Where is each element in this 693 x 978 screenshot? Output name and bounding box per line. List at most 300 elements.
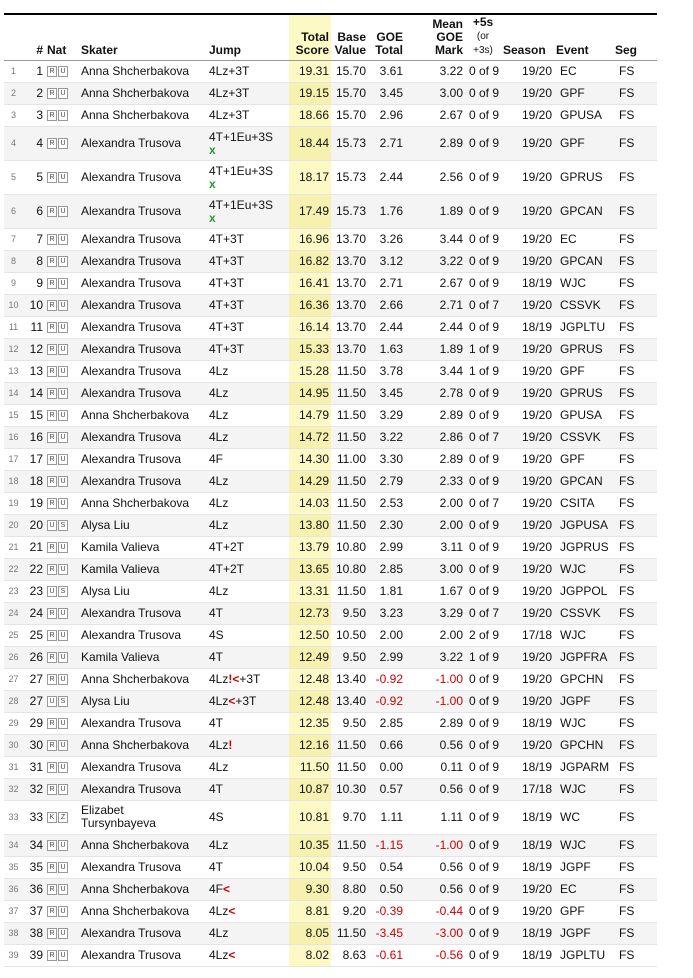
- nationality-flag: [45, 294, 79, 316]
- flag-letter: S: [58, 586, 68, 597]
- jump-code: [209, 861, 287, 874]
- jump-code: [209, 131, 287, 144]
- row-number-header: [4, 15, 23, 60]
- jump-code: [209, 739, 287, 752]
- event-cell: CSSVK: [554, 294, 613, 316]
- goe-total-cell: 3.30: [368, 448, 405, 470]
- goe-total-cell: 3.45: [368, 82, 405, 104]
- season-cell: 19/20: [501, 470, 554, 492]
- row-index: 24: [4, 602, 23, 624]
- mean-goe-cell: 3.22: [405, 60, 465, 82]
- jump-code-text: 4Lz: [209, 495, 229, 510]
- skater-name[interactable]: Alexandra Trusova: [79, 382, 207, 404]
- flag-icon: [47, 904, 69, 918]
- row-index: 31: [4, 756, 23, 778]
- mean-goe-header-line1: Mean: [432, 16, 463, 31]
- skater-name[interactable]: Alexandra Trusova: [79, 470, 207, 492]
- plus5-cell: 0 of 9: [465, 834, 501, 856]
- flag-icon: [47, 672, 69, 686]
- skater-name[interactable]: Alexandra Trusova: [79, 272, 207, 294]
- plus5-header-line1: +5s: [472, 14, 494, 29]
- total-score-cell: 19.31: [289, 60, 331, 82]
- skater-name[interactable]: Alexandra Trusova: [79, 778, 207, 800]
- rank-cell: 24: [23, 602, 45, 624]
- table-row: [4, 250, 657, 272]
- table-row: [4, 272, 657, 294]
- flag-letter: U: [58, 344, 68, 355]
- event-cell: GPF: [554, 82, 613, 104]
- num-header[interactable]: #: [23, 15, 45, 60]
- event-cell: WJC: [554, 272, 613, 294]
- event-cell: GPRUS: [554, 382, 613, 404]
- skater-name[interactable]: Alexandra Trusova: [79, 228, 207, 250]
- jump-cell: [207, 944, 289, 966]
- event-cell: JGPFRA: [554, 646, 613, 668]
- flag-letter: U: [58, 172, 68, 183]
- table-row: [4, 338, 657, 360]
- row-index: 33: [4, 800, 23, 834]
- jump-code: [209, 87, 287, 100]
- total-score-cell: 8.81: [289, 900, 331, 922]
- event-cell: WJC: [554, 558, 613, 580]
- flag-letter: R: [47, 630, 57, 641]
- skater-name[interactable]: Kamila Valieva: [79, 646, 207, 668]
- base-value-cell: 13.70: [331, 250, 368, 272]
- skater-name[interactable]: Alexandra Trusova: [79, 712, 207, 734]
- row-index: 1: [4, 60, 23, 82]
- rank-cell: 5: [23, 160, 45, 194]
- flag-icon: [47, 738, 69, 752]
- skater-name[interactable]: Alexandra Trusova: [79, 294, 207, 316]
- row-index: 25: [4, 624, 23, 646]
- goe-total-header[interactable]: [368, 15, 405, 60]
- skater-name[interactable]: Anna Shcherbakova: [79, 60, 207, 82]
- skater-name[interactable]: Alexandra Trusova: [79, 338, 207, 360]
- jump-cell: [207, 734, 289, 756]
- jump-code-text: 4T: [209, 605, 224, 620]
- rank-cell: 9: [23, 272, 45, 294]
- skater-name[interactable]: Alexandra Trusova: [79, 316, 207, 338]
- flag-letter: U: [58, 784, 68, 795]
- segment-cell: FS: [613, 492, 657, 514]
- season-header[interactable]: Season: [501, 15, 554, 60]
- base-value-cell: 15.73: [331, 194, 368, 228]
- goe-total-cell: 3.61: [368, 60, 405, 82]
- row-index: 19: [4, 492, 23, 514]
- jump-code: [209, 255, 287, 268]
- nationality-flag: [45, 690, 79, 712]
- jump-code-text: 4T+3T: [209, 275, 245, 290]
- flag-letter: R: [47, 172, 57, 183]
- table-row: [4, 228, 657, 250]
- jump-code: [209, 199, 287, 212]
- goe-total-cell: 2.00: [368, 624, 405, 646]
- jump-code: [209, 65, 287, 78]
- jump-code-text: 4T+1Eu+3S: [209, 197, 274, 212]
- jump-cell: [207, 492, 289, 514]
- skater-name[interactable]: Anna Shcherbakova: [79, 404, 207, 426]
- total-score-cell: 10.81: [289, 800, 331, 834]
- nationality-flag: [45, 426, 79, 448]
- plus5-cell: 0 of 9: [465, 536, 501, 558]
- total-score-cell: 13.80: [289, 514, 331, 536]
- total-score-cell: 12.48: [289, 668, 331, 690]
- skater-name[interactable]: Alexandra Trusova: [79, 360, 207, 382]
- event-cell: CSSVK: [554, 602, 613, 624]
- total-score-cell: 12.35: [289, 712, 331, 734]
- jump-code: [209, 165, 287, 178]
- goe-total-cell: 2.96: [368, 104, 405, 126]
- total-score-cell: 13.31: [289, 580, 331, 602]
- goe-total-cell: 2.71: [368, 272, 405, 294]
- jump-header[interactable]: Jump: [207, 15, 289, 60]
- season-cell: 19/20: [501, 82, 554, 104]
- goe-total-cell: -3.45: [368, 922, 405, 944]
- rank-cell: 31: [23, 756, 45, 778]
- jump-code-text: 4Lz+3T: [209, 85, 250, 100]
- jump-code: [209, 927, 287, 940]
- flag-icon: [47, 320, 69, 334]
- plus5-cell: 0 of 9: [465, 514, 501, 536]
- jump-call-mark: <: [228, 903, 236, 918]
- jump-cell: [207, 316, 289, 338]
- table-row: [4, 194, 657, 228]
- flag-icon: [47, 716, 69, 730]
- skater-name[interactable]: Alysa Liu: [79, 514, 207, 536]
- jump-cell: [207, 856, 289, 878]
- skater-name[interactable]: Anna Shcherbakova: [79, 734, 207, 756]
- total-score-cell: 16.14: [289, 316, 331, 338]
- goe-total-cell: 1.63: [368, 338, 405, 360]
- flag-letter: R: [47, 950, 57, 961]
- rank-cell: 4: [23, 126, 45, 160]
- nationality-flag: [45, 558, 79, 580]
- flag-letter: U: [58, 652, 68, 663]
- plus5-cell: 0 of 9: [465, 944, 501, 966]
- skater-name[interactable]: Alexandra Trusova: [79, 160, 207, 194]
- jump-code-text: 4T+2T: [209, 561, 245, 576]
- skater-name[interactable]: Alexandra Trusova: [79, 250, 207, 272]
- goe-total-cell: 1.11: [368, 800, 405, 834]
- jump-code-text: 4T+3T: [209, 231, 245, 246]
- table-row: [4, 160, 657, 194]
- row-index: 5: [4, 160, 23, 194]
- skater-name[interactable]: Alexandra Trusova: [79, 602, 207, 624]
- rank-cell: 13: [23, 360, 45, 382]
- skater-name[interactable]: Alexandra Trusova: [79, 426, 207, 448]
- flag-letter: S: [58, 520, 68, 531]
- row-index: 28: [4, 690, 23, 712]
- skater-name[interactable]: Anna Shcherbakova: [79, 492, 207, 514]
- skater-name[interactable]: Anna Shcherbakova: [79, 900, 207, 922]
- segment-cell: FS: [613, 104, 657, 126]
- table-row: [4, 104, 657, 126]
- season-cell: 19/20: [501, 126, 554, 160]
- base-value-cell: 11.00: [331, 448, 368, 470]
- jump-cell: [207, 536, 289, 558]
- mean-goe-cell: 2.67: [405, 104, 465, 126]
- row-index: 29: [4, 712, 23, 734]
- row-index: 11: [4, 316, 23, 338]
- jump-code-text: 4T: [209, 859, 224, 874]
- flag-icon: [47, 64, 69, 78]
- event-cell: GPF: [554, 900, 613, 922]
- skater-header[interactable]: Skater: [79, 15, 207, 60]
- event-cell: JGPARM: [554, 756, 613, 778]
- plus5-cell: 0 of 9: [465, 856, 501, 878]
- table-row: [4, 580, 657, 602]
- plus5-cell: 0 of 9: [465, 712, 501, 734]
- plus5-cell: 0 of 9: [465, 250, 501, 272]
- total-score-header[interactable]: [289, 15, 331, 60]
- flag-letter: U: [58, 88, 68, 99]
- flag-icon: [47, 342, 69, 356]
- base-value-cell: 11.50: [331, 470, 368, 492]
- base-value-header[interactable]: [331, 15, 368, 60]
- jump-code: [209, 277, 287, 290]
- jump-code-text: 4Lz: [209, 517, 229, 532]
- bonus-x-marker: x: [209, 142, 216, 157]
- jump-code-text: 4Lz+3T: [209, 107, 250, 122]
- flag-icon: [47, 136, 69, 150]
- table-row: [4, 602, 657, 624]
- segment-cell: FS: [613, 558, 657, 580]
- plus5-cell: 0 of 9: [465, 382, 501, 404]
- table-row: [4, 778, 657, 800]
- jump-cell: [207, 126, 289, 160]
- flag-letter: R: [47, 432, 57, 443]
- segment-cell: FS: [613, 646, 657, 668]
- segment-cell: FS: [613, 602, 657, 624]
- nationality-flag: [45, 536, 79, 558]
- jump-code-text: 4Lz: [209, 903, 229, 918]
- rank-cell: 15: [23, 404, 45, 426]
- table-row: [4, 800, 657, 834]
- goe-total-cell: 3.26: [368, 228, 405, 250]
- jump-code: [209, 541, 287, 554]
- base-value-header-line1: Base: [337, 29, 366, 44]
- flag-letter: U: [58, 884, 68, 895]
- rank-cell: 7: [23, 228, 45, 250]
- skater-name[interactable]: Alexandra Trusova: [79, 856, 207, 878]
- total-score-cell: 12.16: [289, 734, 331, 756]
- skater-name[interactable]: Anna Shcherbakova: [79, 878, 207, 900]
- season-cell: 18/19: [501, 944, 554, 966]
- row-index: 20: [4, 514, 23, 536]
- total-score-cell: 15.28: [289, 360, 331, 382]
- total-score-cell: 16.41: [289, 272, 331, 294]
- skater-name[interactable]: Kamila Valieva: [79, 558, 207, 580]
- rank-cell: 25: [23, 624, 45, 646]
- plus5-cell: 0 of 9: [465, 878, 501, 900]
- segment-cell: FS: [613, 514, 657, 536]
- flag-letter: U: [58, 608, 68, 619]
- flag-icon: [47, 474, 69, 488]
- goe-total-cell: 2.44: [368, 316, 405, 338]
- plus5-cell: 2 of 9: [465, 624, 501, 646]
- base-value-cell: 9.70: [331, 800, 368, 834]
- skater-name[interactable]: Alysa Liu: [79, 690, 207, 712]
- goe-total-cell: -1.15: [368, 834, 405, 856]
- skater-name[interactable]: Anna Shcherbakova: [79, 834, 207, 856]
- flag-letter: U: [47, 696, 57, 707]
- jump-cell: [207, 272, 289, 294]
- total-score-cell: 18.17: [289, 160, 331, 194]
- skater-name[interactable]: Anna Shcherbakova: [79, 104, 207, 126]
- plus5-cell: 0 of 9: [465, 228, 501, 250]
- jump-code: [209, 453, 287, 466]
- season-cell: 19/20: [501, 360, 554, 382]
- plus5-cell: 0 of 9: [465, 900, 501, 922]
- row-index: 38: [4, 922, 23, 944]
- plus5-cell: 0 of 9: [465, 756, 501, 778]
- flag-letter: R: [47, 88, 57, 99]
- nationality-flag: [45, 856, 79, 878]
- total-score-cell: 14.03: [289, 492, 331, 514]
- event-cell: EC: [554, 60, 613, 82]
- flag-letter: U: [47, 520, 57, 531]
- rank-cell: 38: [23, 922, 45, 944]
- table-row: [4, 834, 657, 856]
- base-value-cell: 9.20: [331, 900, 368, 922]
- jump-code-text: 4Lz: [209, 407, 229, 422]
- mean-goe-cell: 3.00: [405, 82, 465, 104]
- jump-code: [209, 695, 287, 708]
- mean-goe-cell: 1.89: [405, 338, 465, 360]
- seg-header[interactable]: Seg: [613, 15, 657, 60]
- skater-name[interactable]: Alexandra Trusova: [79, 448, 207, 470]
- event-cell: WC: [554, 800, 613, 834]
- flag-letter: R: [47, 840, 57, 851]
- mean-goe-cell: 2.00: [405, 624, 465, 646]
- season-cell: 18/19: [501, 712, 554, 734]
- plus5-cell: 1 of 9: [465, 646, 501, 668]
- jump-code-text: 4T: [209, 649, 224, 664]
- mean-goe-header[interactable]: [405, 15, 465, 60]
- mean-goe-cell: 2.56: [405, 160, 465, 194]
- segment-cell: FS: [613, 360, 657, 382]
- rank-cell: 2: [23, 82, 45, 104]
- jump-code-text: 4Lz: [209, 583, 229, 598]
- segment-cell: FS: [613, 834, 657, 856]
- flag-letter: R: [47, 674, 57, 685]
- skater-name[interactable]: Kamila Valieva: [79, 536, 207, 558]
- skater-name[interactable]: Alexandra Trusova: [79, 624, 207, 646]
- jump-cell: [207, 360, 289, 382]
- goe-total-cell: 3.29: [368, 404, 405, 426]
- skater-name[interactable]: Alexandra Trusova: [79, 756, 207, 778]
- jump-code: [209, 607, 287, 620]
- skater-name[interactable]: [79, 800, 207, 834]
- skater-name-text: Elizabet Tursynbayeva: [81, 803, 156, 830]
- jump-cell: [207, 448, 289, 470]
- segment-cell: FS: [613, 668, 657, 690]
- mean-goe-cell: 2.67: [405, 272, 465, 294]
- mean-goe-cell: 3.44: [405, 228, 465, 250]
- season-cell: 19/20: [501, 382, 554, 404]
- event-cell: GPCAN: [554, 470, 613, 492]
- nationality-flag: [45, 580, 79, 602]
- flag-letter: R: [47, 564, 57, 575]
- jump-call-mark: !: [228, 737, 233, 752]
- event-header[interactable]: Event: [554, 15, 613, 60]
- jump-cell: [207, 624, 289, 646]
- jump-code-text: 4Lz: [209, 473, 229, 488]
- flag-letter: R: [47, 454, 57, 465]
- season-cell: 18/19: [501, 316, 554, 338]
- total-score-cell: 16.36: [289, 294, 331, 316]
- season-cell: 19/20: [501, 250, 554, 272]
- skater-name[interactable]: Alexandra Trusova: [79, 922, 207, 944]
- goe-total-cell: -0.39: [368, 900, 405, 922]
- mean-goe-cell: 2.00: [405, 514, 465, 536]
- goe-total-cell: 2.85: [368, 558, 405, 580]
- mean-goe-cell: 1.11: [405, 800, 465, 834]
- row-index: 6: [4, 194, 23, 228]
- nationality-flag: [45, 734, 79, 756]
- nat-header[interactable]: Nat: [45, 15, 79, 60]
- goe-total-cell: 0.57: [368, 778, 405, 800]
- goe-total-cell: 2.79: [368, 470, 405, 492]
- nationality-flag: [45, 646, 79, 668]
- event-cell: JGPF: [554, 922, 613, 944]
- flag-icon: [47, 408, 69, 422]
- flag-icon: [47, 650, 69, 664]
- skater-name[interactable]: Alysa Liu: [79, 580, 207, 602]
- skater-name[interactable]: Anna Shcherbakova: [79, 668, 207, 690]
- row-index: 7: [4, 228, 23, 250]
- skater-name[interactable]: Anna Shcherbakova: [79, 82, 207, 104]
- rank-cell: 14: [23, 382, 45, 404]
- total-score-cell: 10.04: [289, 856, 331, 878]
- plus5-header[interactable]: [465, 15, 501, 60]
- season-cell: 17/18: [501, 624, 554, 646]
- base-value-cell: 10.50: [331, 624, 368, 646]
- skater-name[interactable]: Alexandra Trusova: [79, 126, 207, 160]
- flag-letter: R: [47, 542, 57, 553]
- flag-letter: R: [47, 278, 57, 289]
- season-cell: 19/20: [501, 404, 554, 426]
- row-index: 17: [4, 448, 23, 470]
- skater-name[interactable]: Alexandra Trusova: [79, 944, 207, 966]
- jump-cell: [207, 250, 289, 272]
- jump-code: [209, 519, 287, 532]
- base-value-cell: 15.70: [331, 60, 368, 82]
- flag-letter: R: [47, 234, 57, 245]
- flag-letter: R: [47, 762, 57, 773]
- goe-total-cell: 2.66: [368, 294, 405, 316]
- flag-letter: U: [58, 906, 68, 917]
- mean-goe-cell: 3.00: [405, 558, 465, 580]
- skater-name[interactable]: Alexandra Trusova: [79, 194, 207, 228]
- segment-cell: FS: [613, 228, 657, 250]
- flag-letter: R: [47, 322, 57, 333]
- nationality-flag: [45, 514, 79, 536]
- rank-cell: 35: [23, 856, 45, 878]
- row-index: 37: [4, 900, 23, 922]
- event-cell: WJC: [554, 624, 613, 646]
- table-row: [4, 624, 657, 646]
- nationality-flag: [45, 338, 79, 360]
- goe-total-cell: 2.71: [368, 126, 405, 160]
- jump-code-text: 4Lz: [209, 837, 229, 852]
- event-cell: JGPUSA: [554, 514, 613, 536]
- total-score-cell: 8.05: [289, 922, 331, 944]
- jump-cell: [207, 900, 289, 922]
- base-value-cell: 11.50: [331, 360, 368, 382]
- jump-code-text: 4Lz: [209, 385, 229, 400]
- jump-code-text: 4F: [209, 451, 224, 466]
